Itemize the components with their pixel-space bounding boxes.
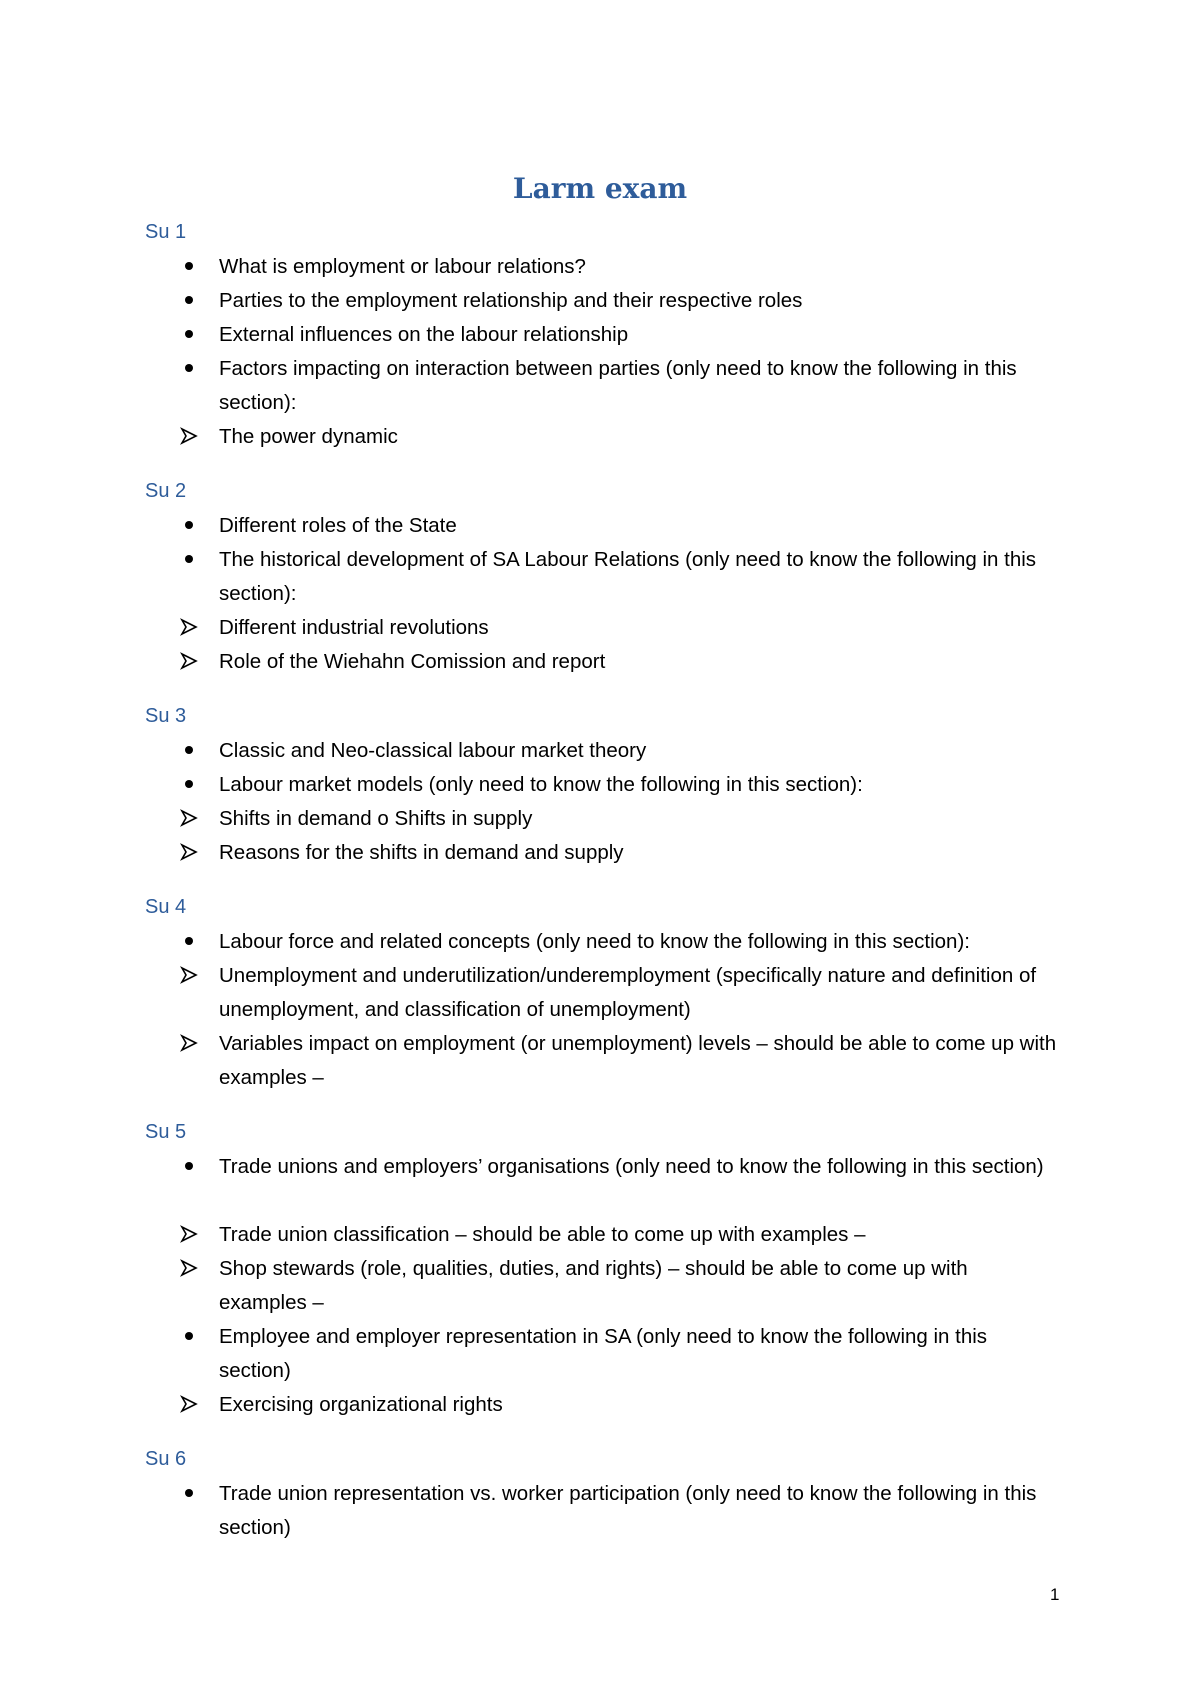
list-item-text: Variables impact on employment (or unemployment) levels – should be able to come up with examples –: [219, 1032, 1057, 1089]
section-heading-su6: Su 6: [145, 1448, 187, 1470]
arrow-bullet-icon: [180, 1388, 210, 1422]
bullet-icon: [180, 250, 210, 284]
list-item-text: External influences on the labour relationship: [219, 323, 629, 346]
list-item-text: Different roles of the State: [219, 514, 457, 537]
list-item-text: Employee and employer representation in SA (only need to know the following in this section): [219, 1325, 988, 1382]
list-item-text: The power dynamic: [219, 425, 398, 448]
arrow-bullet-icon: [180, 1252, 210, 1286]
list-item: [180, 352, 1060, 420]
page-number: 1: [1050, 1585, 1060, 1604]
bullet-icon: [180, 734, 210, 768]
list-item: [180, 284, 1060, 318]
list-item-text: Shop stewards (role, qualities, duties, and rights) – should be able to come up with examples –: [219, 1257, 968, 1314]
list-item-text: Trade unions and employers’ organisations (only need to know the following in this section): [219, 1155, 1044, 1178]
arrow-bullet-icon: [180, 420, 210, 454]
list-item: [180, 611, 1060, 645]
bullet-icon: [180, 1150, 210, 1184]
list-item: [180, 1150, 1060, 1184]
arrow-bullet-icon: [180, 836, 210, 870]
bullet-icon: [180, 509, 210, 543]
arrow-bullet-icon: [180, 802, 210, 836]
bullet-icon: [180, 352, 210, 386]
list-item: [180, 1252, 1060, 1320]
bullet-icon: [180, 1477, 210, 1511]
list-item-text: Exercising organizational rights: [219, 1393, 503, 1416]
list-item-text: Role of the Wiehahn Comission and report: [219, 650, 606, 673]
list-item: [180, 420, 1060, 454]
list-item: [180, 543, 1060, 611]
section-heading-su4: Su 4: [145, 896, 187, 918]
list-item-text: Different industrial revolutions: [219, 616, 489, 639]
section-heading-su3: Su 3: [145, 705, 187, 727]
list-item-text: Labour market models (only need to know the following in this section):: [219, 773, 863, 796]
list-item: [180, 645, 1060, 679]
arrow-bullet-icon: [180, 1218, 210, 1252]
list-item: [180, 509, 1060, 543]
arrow-bullet-icon: [180, 645, 210, 679]
section-heading-su2: Su 2: [145, 480, 187, 502]
list-item-text: Labour force and related concepts (only need to know the following in this section):: [219, 930, 970, 953]
list-item-text: Trade union classification – should be able to come up with examples –: [219, 1223, 866, 1246]
section-heading-su5: Su 5: [145, 1121, 187, 1143]
bullet-icon: [180, 284, 210, 318]
arrow-bullet-icon: [180, 611, 210, 645]
bullet-icon: [180, 1320, 210, 1354]
bullet-icon: [180, 543, 210, 577]
list-item-text: Trade union representation vs. worker participation (only need to know the following in this section): [219, 1482, 1037, 1539]
list-item: [180, 802, 1060, 836]
list-item-text: What is employment or labour relations?: [219, 255, 586, 278]
list-item-text: The historical development of SA Labour Relations (only need to know the following in this section):: [219, 548, 1037, 605]
list-item: [180, 250, 1060, 284]
arrow-bullet-icon: [180, 959, 210, 993]
list-item: [180, 768, 1060, 802]
list-item: [180, 925, 1060, 959]
list-item-text: Shifts in demand o Shifts in supply: [219, 807, 533, 830]
list-item-text: Unemployment and underutilization/underemployment (specifically nature and definition of unemployment, and classification of unemployment): [219, 964, 1037, 1021]
bullet-icon: [180, 925, 210, 959]
list-item: [180, 1388, 1060, 1422]
list-item: [180, 318, 1060, 352]
arrow-bullet-icon: [180, 1027, 210, 1061]
list-item: [180, 1218, 1060, 1252]
list-item: [180, 1027, 1060, 1095]
bullet-icon: [180, 768, 210, 802]
list-item: [180, 836, 1060, 870]
list-item: [180, 734, 1060, 768]
list-item: [180, 959, 1060, 1027]
list-item: [180, 1320, 1060, 1388]
bullet-icon: [180, 318, 210, 352]
list-item-text: Reasons for the shifts in demand and supply: [219, 841, 624, 864]
list-item-text: Classic and Neo-classical labour market theory: [219, 739, 647, 762]
list-item: [180, 1477, 1060, 1545]
document-title: Larm exam: [512, 172, 688, 205]
list-item-text: Parties to the employment relationship and their respective roles: [219, 289, 803, 312]
section-heading-su1: Su 1: [145, 221, 187, 243]
list-item-text: Factors impacting on interaction between parties (only need to know the following in this section):: [219, 357, 1017, 414]
